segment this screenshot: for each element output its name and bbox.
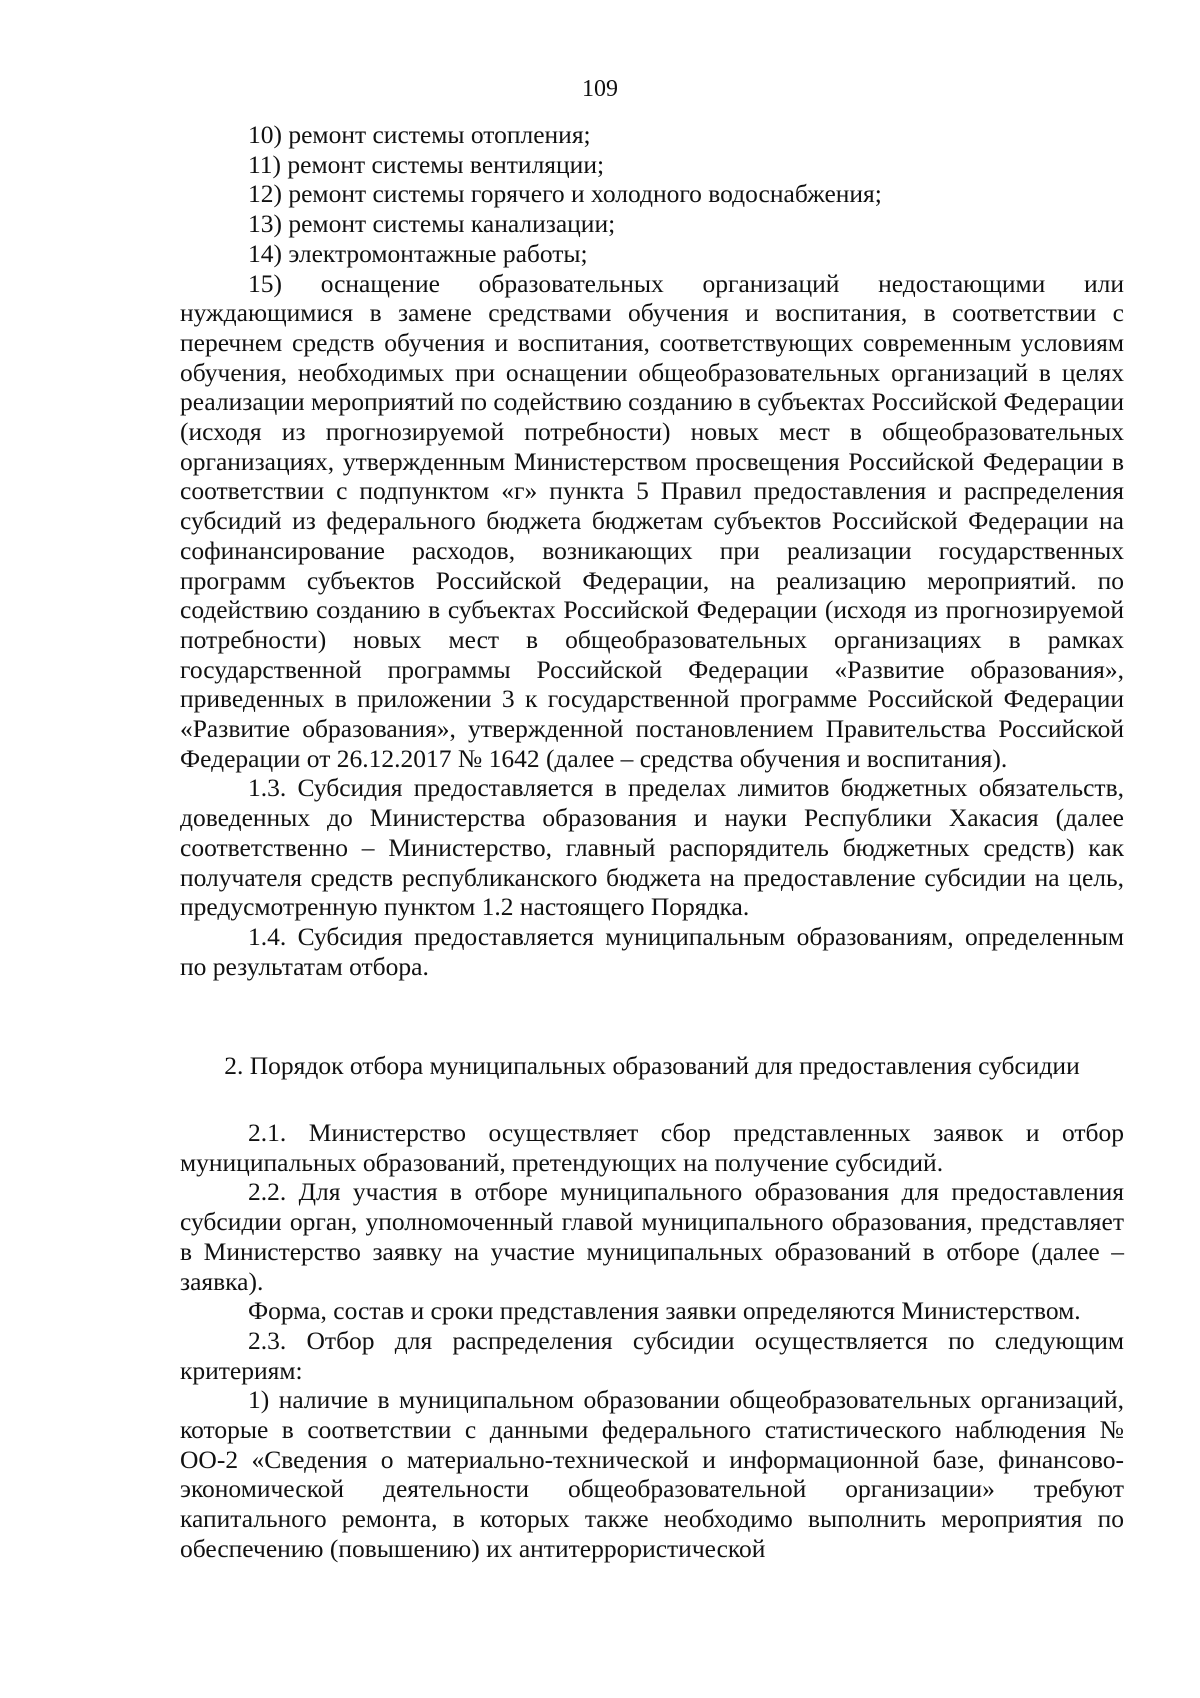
list-item-13: 13) ремонт системы канализации; — [248, 209, 616, 239]
clause-1-4: 1.4. Субсидия предоставляется муниципальным образованиям, определенным по результатам отбора. — [180, 921, 1124, 981]
list-item-14: 14) электромонтажные работы; — [248, 238, 588, 268]
list-item-10: 10) ремонт системы отопления; — [248, 120, 591, 149]
criterion-1: 1) наличие в муниципальном образовании общеобразовательных организаций, которые в соответствии с данными федерального статистического наблюдения № ОО-2 «Сведения о материально-технической и информационной базе, финансово-экономической деятельности общеобразовательной организации» требуют капитального ремонта, в которых также необходимо выполнить мероприятия по обеспечению (повышению) их антитеррористической — [180, 1385, 1124, 1563]
text-block-top — [180, 120, 1124, 981]
page-number: 109 — [582, 76, 618, 102]
section-2-heading: 2. Порядок отбора муниципальных образований для предоставления субсидии — [224, 1051, 1080, 1080]
clause-2-2-form: Форма, состав и сроки представления заявки определяются Министерством. — [248, 1296, 1081, 1326]
text-block-bottom — [180, 1118, 1124, 1564]
list-item-12: 12) ремонт системы горячего и холодного водоснабжения; — [248, 179, 882, 209]
clause-1-3: 1.3. Субсидия предоставляется в пределах лимитов бюджетных обязательств, доведенных до Министерства образования и науки Республики Хакасия (далее соответственно – Министерство, главный распорядитель бюджетных средств) как получателя средств республиканского бюджета на предоставление субсидии на цель, предусмотренную пунктом 1.2 настоящего Порядка. — [180, 773, 1124, 922]
clause-2-1: 2.1. Министерство осуществляет сбор представленных заявок и отбор муниципальных образований, претендующих на получение субсидий. — [180, 1118, 1124, 1177]
list-item-15: 15) оснащение образовательных организаций недостающими или нуждающимися в замене средствами обучения и воспитания, в соответствии с перечнем средств обучения и воспитания, соответствующих современным условиям обучения, необходимых при оснащении общеобразовательных организаций в целях реализации мероприятий по содействию созданию в субъектах Российской Федерации (исходя из прогнозируемой потребности) новых мест в общеобразовательных организациях, утвержденным Министерством просвещения Российской Федерации в соответствии с подпунктом «г» пункта 5 Правил предоставления и распределения субсидий из федерального бюджета бюджетам субъектов Российской Федерации на софинансирование расходов, возникающих при реализации государственных программ субъектов Российской Федерации, на реализацию мероприятий. по содействию созданию в субъектах Российской Федерации (исходя из прогнозируемой потребности) новых мест в общеобразовательных организациях в рамках государственной программы Российской Федерации «Развитие образования», приведенных в приложении 3 к государственной программе Российской Федерации «Развитие образования», утвержденной постановлением Правительства Российской Федерации от 26.12.2017 № 1642 (далее – средства обучения и воспитания). — [180, 268, 1124, 773]
clause-2-3: 2.3. Отбор для распределения субсидии осуществляется по следующим критериям: — [180, 1325, 1124, 1385]
list-item-11: 11) ремонт системы вентиляции; — [248, 149, 605, 179]
clause-2-2: 2.2. Для участия в отборе муниципального образования для предоставления субсидии орган, уполномоченный главой муниципального образования, представляет в Министерство заявку на участие муниципальных образований в отборе (далее – заявка). — [180, 1177, 1124, 1296]
